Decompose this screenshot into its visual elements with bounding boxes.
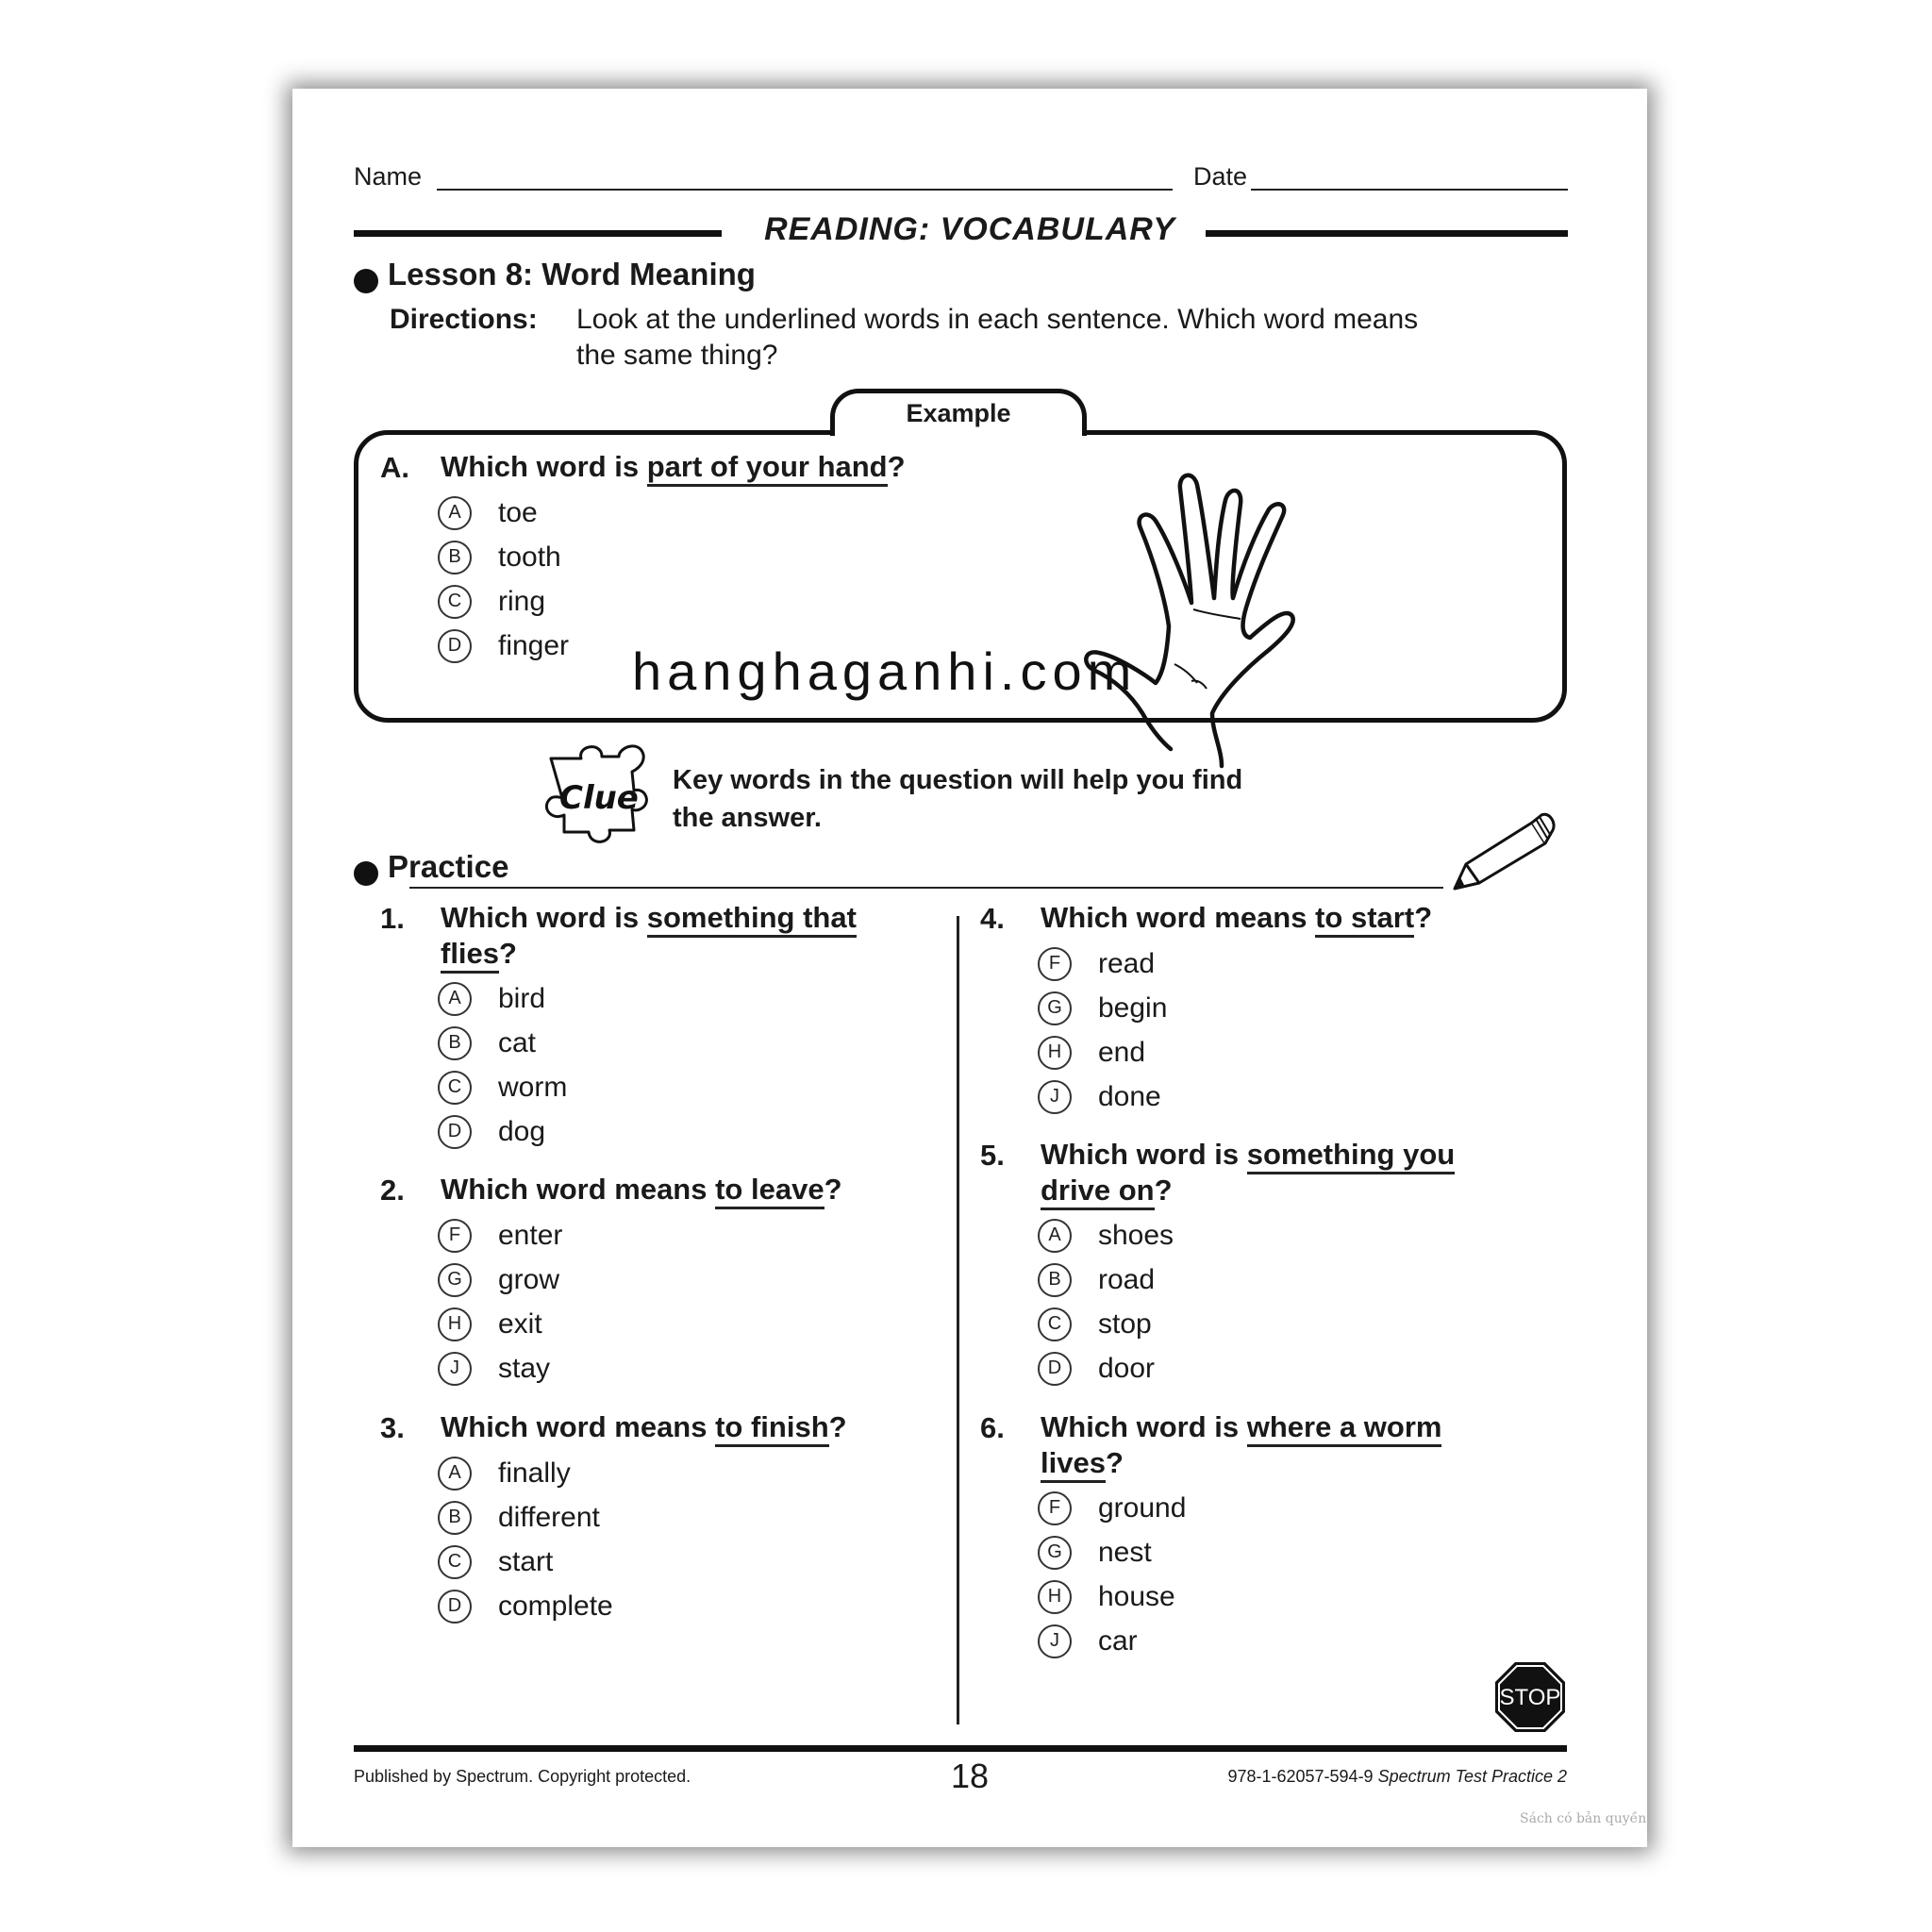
question-options [1038,941,1167,1119]
answer-option[interactable]: B different [438,1495,613,1540]
footer-book-info: 978-1-62057-594-9 Spectrum Test Practice 2 [1227,1767,1567,1786]
stop-sign-icon [1494,1661,1566,1733]
question-number: 5. [980,1139,1005,1172]
answer-bubble: D [438,1590,472,1624]
question-number: 4. [980,902,1005,935]
answer-option[interactable]: G begin [1038,986,1167,1030]
question-text: Which word means to start? [1041,900,1432,936]
answer-bubble: F [438,1219,472,1253]
answer-bubble: D [438,1115,472,1149]
question-text: Which word is something you drive on? [1041,1137,1455,1208]
clue-badge: Clue [559,779,639,817]
answer-bubble: G [438,1263,472,1297]
question-options [438,1451,613,1628]
answer-option[interactable]: F read [1038,941,1167,986]
pencil-icon [1447,802,1560,896]
answer-option[interactable]: C worm [438,1065,567,1109]
answer-option[interactable]: G grow [438,1257,562,1302]
answer-option[interactable]: H house [1038,1574,1186,1619]
answer-option[interactable]: B road [1038,1257,1174,1302]
answer-bubble: C [438,1071,472,1105]
question-text: Which word is something that flies? [441,900,857,972]
answer-option[interactable]: D finger [438,624,569,668]
answer-option[interactable]: C start [438,1540,613,1584]
page-title: READING: VOCABULARY [764,211,1175,247]
question-text: Which word means to leave? [441,1172,842,1208]
answer-bubble: F [1038,1491,1072,1525]
answer-bubble: D [1038,1352,1072,1386]
answer-option[interactable]: G nest [1038,1530,1186,1574]
question-text: Which word is where a worm lives? [1041,1409,1441,1481]
example-tab: Example [830,389,1087,436]
practice-rule [409,887,1443,889]
lesson-title: Lesson 8: Word Meaning [388,257,756,291]
answer-option[interactable]: A toe [438,491,569,535]
question-options [1038,1213,1174,1391]
answer-bubble: J [438,1352,472,1386]
question-options [438,1213,562,1391]
footer-rule [354,1745,1567,1752]
watermark-text: hanghaganhi.com [632,641,1138,701]
bubble-A: A [438,496,472,530]
answer-bubble: A [438,982,472,1016]
directions-label: Directions: [390,304,538,335]
answer-option[interactable]: B tooth [438,535,569,579]
practice-title: Practice [388,849,509,884]
answer-bubble: A [1038,1219,1072,1253]
answer-option[interactable]: A finally [438,1451,613,1495]
answer-bubble: A [438,1457,472,1491]
answer-bubble: J [1038,1624,1072,1658]
example-number: A. [380,451,409,484]
question-number: 6. [980,1411,1005,1444]
answer-option[interactable]: B cat [438,1021,567,1065]
page-number: 18 [950,1757,990,1795]
answer-bubble: G [1038,991,1072,1025]
example-question: Which word is part of your hand? [441,449,906,485]
practice-heading [354,849,508,886]
column-divider [957,916,959,1724]
answer-bubble: C [438,1545,472,1579]
question-number: 2. [380,1174,405,1207]
worksheet-page [292,89,1647,1847]
lesson-heading [354,257,756,293]
answer-option[interactable]: D door [1038,1346,1174,1391]
date-label: Date [1193,162,1248,191]
answer-bubble: H [1038,1580,1072,1614]
footer-publisher: Published by Spectrum. Copyright protected. [354,1767,691,1786]
copyright-stamp: Sách có bản quyền [1520,1811,1647,1826]
name-field[interactable] [437,189,1173,191]
answer-option[interactable]: J stay [438,1346,562,1391]
answer-option[interactable]: F enter [438,1213,562,1257]
answer-bubble: H [438,1307,472,1341]
hand-icon [1080,466,1307,777]
bubble-B: B [438,541,472,575]
answer-option[interactable]: A bird [438,976,567,1021]
answer-option[interactable]: J done [1038,1074,1167,1119]
answer-option[interactable]: H exit [438,1302,562,1346]
question-options [1038,1486,1186,1663]
clue-text: Key words in the question will help you find the answer. [673,765,1243,833]
answer-option[interactable]: C stop [1038,1302,1174,1346]
answer-option[interactable]: H end [1038,1030,1167,1074]
stop-label: STOP [1499,1685,1561,1710]
answer-bubble: G [1038,1536,1072,1570]
answer-option[interactable]: A shoes [1038,1213,1174,1257]
directions-text: Look at the underlined words in each sentence. Which word means the same thing? [576,304,1419,371]
bubble-D: D [438,629,472,663]
question-text: Which word means to finish? [441,1409,847,1445]
question-number: 1. [380,902,405,935]
example-options [438,491,569,668]
bullet-icon [354,861,378,886]
answer-bubble: B [438,1026,472,1060]
answer-bubble: J [1038,1080,1072,1114]
answer-bubble: F [1038,947,1072,981]
answer-bubble: B [1038,1263,1072,1297]
bullet-icon [354,269,378,293]
answer-option[interactable]: F ground [1038,1486,1186,1530]
answer-bubble: C [1038,1307,1072,1341]
bubble-C: C [438,585,472,619]
answer-option[interactable]: C ring [438,579,569,624]
clue-puzzle-icon [528,738,660,851]
answer-bubble: H [1038,1036,1072,1070]
answer-bubble: B [438,1501,472,1535]
answer-option[interactable]: D dog [438,1109,567,1154]
question-options [438,976,567,1154]
question-number: 3. [380,1411,405,1444]
name-label: Name [354,162,423,191]
answer-option[interactable]: J car [1038,1619,1186,1663]
answer-option[interactable]: D complete [438,1584,613,1628]
date-field[interactable] [1251,189,1568,191]
